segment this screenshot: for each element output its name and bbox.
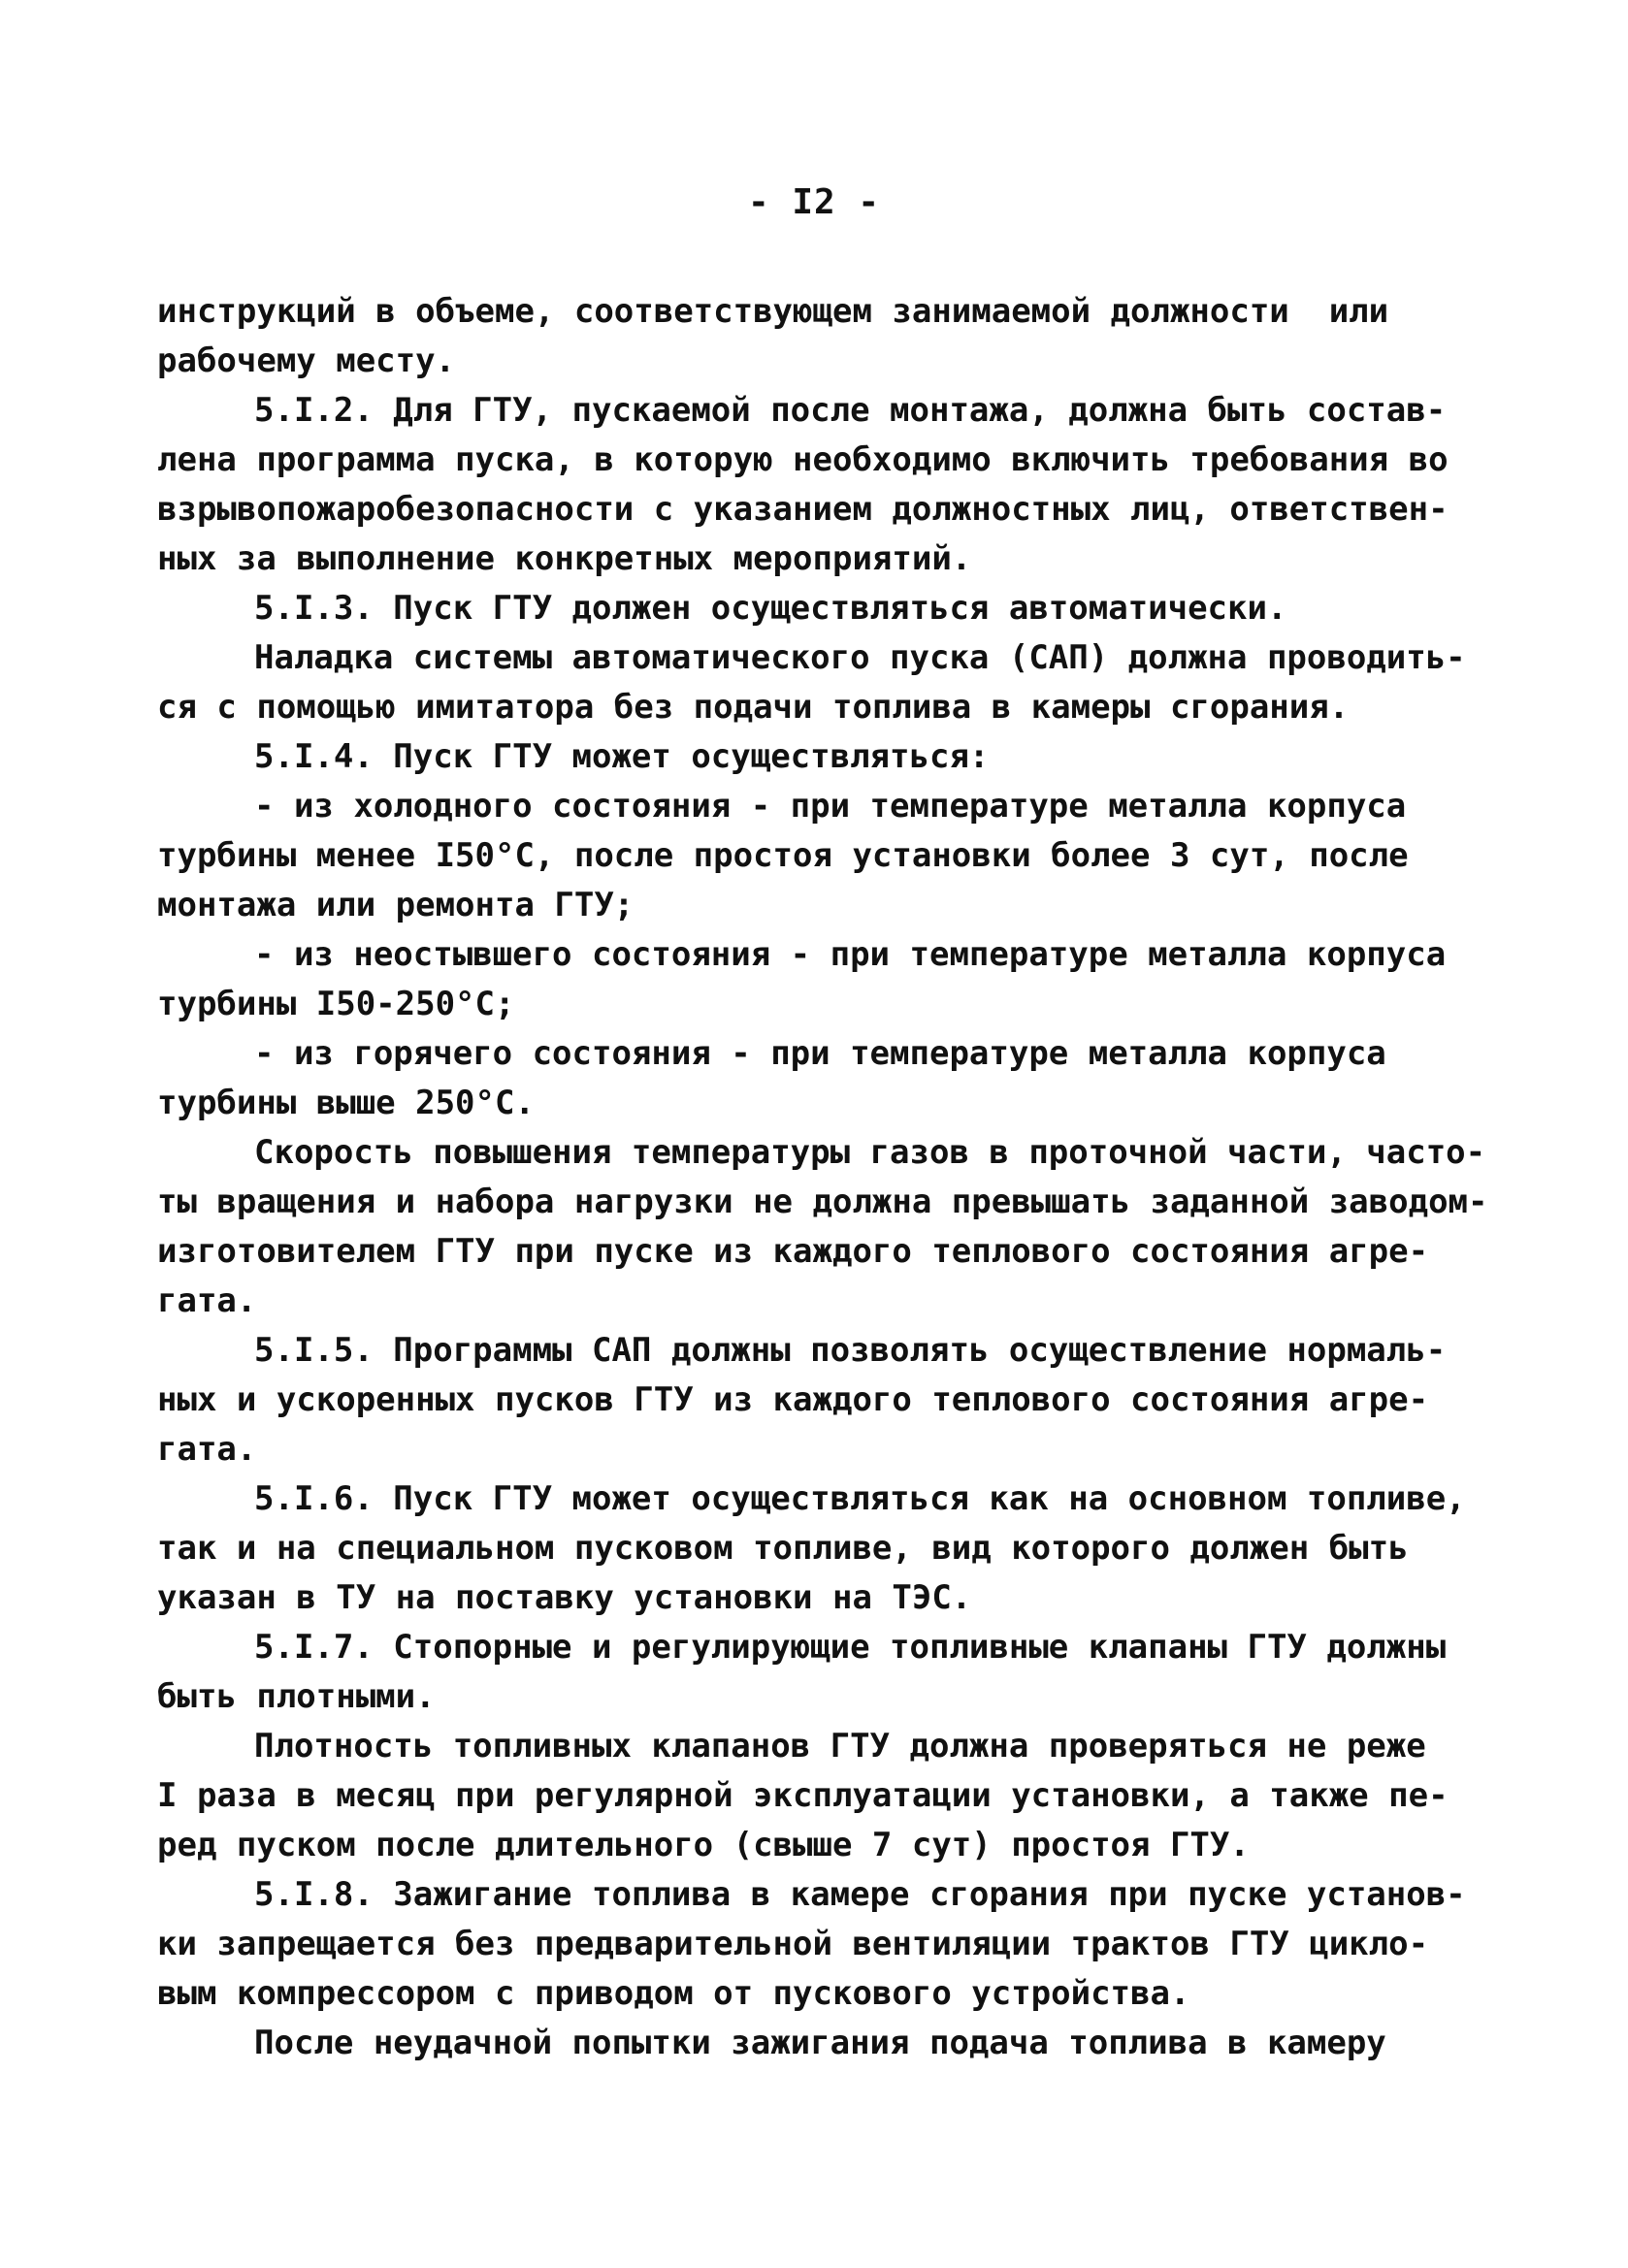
text-line: ред пуском после длительного (свыше 7 сут) простоя ГТУ. [157,1826,1250,1864]
text-line: взрывопожаробезопасности с указанием должностных лиц, ответствен- [157,490,1449,529]
text-line: турбины выше 250°С. [157,1084,535,1122]
text-line: вым компрессором с приводом от пускового устройства. [157,1974,1190,2013]
text-line: рабочему месту. [157,341,456,380]
text-line: монтажа или ремонта ГТУ; [157,886,635,924]
text-line: I раза в месяц при регулярной эксплуатации установки, а также пе- [157,1776,1449,1815]
text-line: ты вращения и набора нагрузки не должна превышать заданной заводом- [157,1183,1488,1221]
text-line: гата. [157,1281,257,1320]
text-line: 5.I.3. Пуск ГТУ должен осуществляться автоматически. [254,589,1287,628]
text-line: 5.I.4. Пуск ГТУ может осуществляться: [254,737,990,776]
document-body [157,287,1515,2068]
text-line: изготовителем ГТУ при пуске из каждого теплового состояния агре- [157,1232,1429,1271]
text-line: 5.I.2. Для ГТУ, пускаемой после монтажа, должна быть состав- [254,391,1447,430]
text-line: указан в ТУ на поставку установки на ТЭС. [157,1578,972,1617]
text-line: ки запрещается без предварительной вентиляции трактов ГТУ цикло- [157,1925,1429,1963]
text-line: 5.I.5. Программы САП должны позволять осуществление нормаль- [254,1331,1447,1370]
text-line: ных за выполнение конкретных мероприятий. [157,539,972,578]
text-line: так и на специальном пусковом топливе, вид которого должен быть [157,1529,1409,1568]
text-line: турбины менее I50°С, после простоя установки более 3 сут, после [157,836,1409,875]
text-line: лена программа пуска, в которую необходимо включить требования во [157,440,1449,479]
page-number: - I2 - [747,182,881,222]
text-line: инструкций в объеме, соответствующем занимаемой должности или [157,292,1389,331]
text-line: Плотность топливных клапанов ГТУ должна проверяться не реже [254,1727,1426,1766]
text-line: Наладка системы автоматического пуска (САП) должна проводить- [254,638,1466,677]
text-line: 5.I.6. Пуск ГТУ может осуществляться как на основном топливе, [254,1479,1466,1518]
text-line: Скорость повышения температуры газов в проточной части, часто- [254,1133,1486,1172]
text-line: быть плотными. [157,1677,436,1716]
text-line: - из неостывшего состояния - при температуре металла корпуса [254,935,1447,974]
text-line: 5.I.7. Стопорные и регулирующие топливные клапаны ГТУ должны [254,1628,1447,1667]
text-line: гата. [157,1430,257,1469]
text-line: ных и ускоренных пусков ГТУ из каждого теплового состояния агре- [157,1380,1429,1419]
text-line: - из холодного состояния - при температуре металла корпуса [254,787,1407,826]
text-line: - из горячего состояния - при температуре металла корпуса [254,1034,1386,1073]
text-line: ся с помощью имитатора без подачи топлива в камеры сгорания. [157,688,1350,727]
text-line: После неудачной попытки зажигания подача топлива в камеру [254,2024,1386,2062]
text-line: 5.I.8. Зажигание топлива в камере сгорания при пуске установ- [254,1875,1466,1914]
text-line: турбины I50-250°С; [157,985,515,1023]
